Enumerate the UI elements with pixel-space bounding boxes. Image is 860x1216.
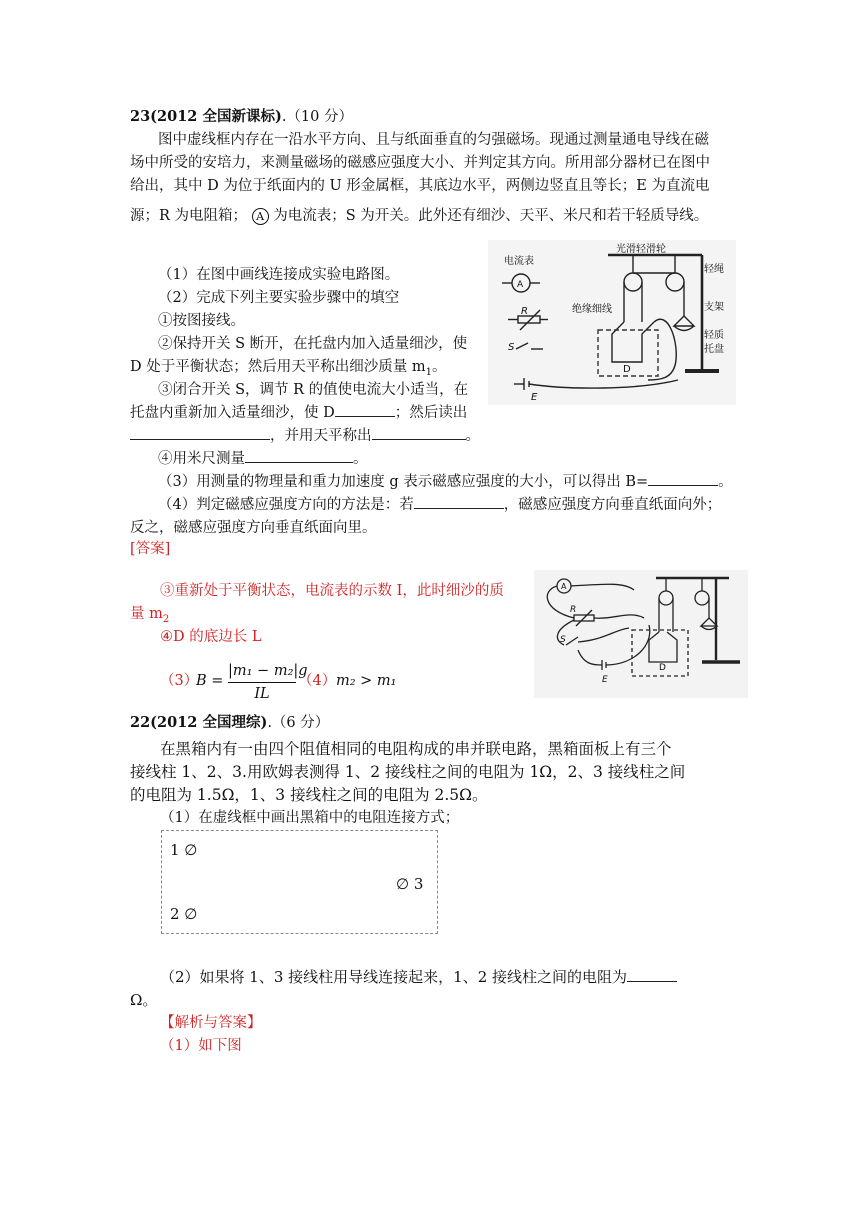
q23-step-2-2a: ②保持开关 S 断开，在托盘内加入适量细沙，使 (158, 336, 468, 352)
q23-title: 23(2012 全国新课标) (130, 108, 282, 125)
q23-step-2: （2）完成下列主要实验步骤中的填空 (158, 290, 400, 306)
q23-answer-figure (534, 570, 748, 698)
q23-step-4b: 反之，磁感应强度方向垂直纸面向里。 (130, 520, 377, 536)
formula-numerator: |m₁ − m₂|g (228, 660, 296, 683)
q23-step-2-3a: ③闭合开关 S，调节 R 的值使电流大小适当，在 (158, 382, 469, 398)
q23-intro-line-4b: 为电流表；S 为开关。此外还有细沙、天平、米尺和若干轻质导线。 (273, 208, 709, 224)
fig2-label-A: A (561, 582, 567, 591)
q23-step-4a-text: （4）判定磁感应强度方向的方法是：若 (158, 497, 414, 513)
blank-6[interactable] (414, 494, 504, 509)
q23-step-2-3b-tail: ；然后读出 (394, 405, 468, 421)
q23-step-2-3c: ，并用天平称出 。 (130, 425, 480, 447)
q23-step-2-1: ①按图接线。 (158, 313, 245, 329)
fig2-label-R: R (570, 605, 577, 615)
q22-intro-line-1: 在黑箱内有一由四个阻值相同的电阻构成的串并联电路，黑箱面板上有三个 (160, 740, 672, 758)
q23-answer-tag: [答案] (130, 541, 171, 557)
q22-part-1: （1）在虚线框中画出黑箱中的电阻连接方式； (160, 810, 460, 826)
terminal-3: ∅ 3 (396, 875, 424, 893)
q22-score: .（6 分） (267, 715, 330, 731)
q23-step-4a-tail: ，磁感应强度方向垂直纸面向外； (503, 497, 722, 513)
q22-part-2a (160, 966, 677, 988)
blank-5[interactable] (648, 471, 718, 486)
q23-intro-line-3: 给出，其中 D 为位于纸面内的 U 形金属框，其底边水平，两侧边竖直且等长；E 为直流电 (130, 178, 710, 194)
q23-intro-line-1: 图中虚线框内存在一沿水平方向、且与纸面垂直的匀强磁场。现通过测量通电导线在磁 (158, 132, 709, 148)
blank-7[interactable] (627, 967, 677, 982)
blank-2[interactable] (130, 425, 270, 440)
q23-answer-formula-label: （3） (160, 673, 199, 689)
formula-denominator: IL (254, 686, 270, 702)
q22-part-2b: Ω。 (130, 991, 158, 1009)
fig1-label-tray2: 托盘 (704, 344, 724, 355)
q23-step-2-4: ④用米尺测量 。 (158, 448, 368, 470)
fig1-label-tray1: 轻质 (704, 330, 724, 341)
q22-intro-line-3: 的电阻为 1.5Ω，1、3 接线柱之间的电阻为 2.5Ω。 (130, 786, 488, 804)
q23-step-2-2b: D 处于平衡状态；然后用天平称出细沙质量 $m_1$。 (130, 359, 447, 378)
formula-lhs: B = (196, 673, 224, 689)
q23-step-1: （1）在图中画线连接成实验电路图。 (158, 267, 400, 283)
q23-apparatus-figure (488, 240, 736, 405)
q23-intro-line-2: 场中所受的安培力，来测量磁场的磁感应强度大小、并判定其方向。所用部分器材已在图中 (130, 155, 710, 171)
q23-answer-3b-text: 量 m (130, 606, 163, 622)
q22-intro-line-2: 接线柱 1、2、3.用欧姆表测得 1、2 接线柱之间的电阻为 1Ω，2、3 接线柱之间 (130, 763, 686, 781)
fig1-label-E: E (531, 392, 538, 403)
q22-analysis-1: （1）如下图 (160, 1038, 242, 1054)
q23-answer-4: ④D 的底边长 L (160, 629, 262, 645)
q22-header (130, 712, 329, 734)
fig1-label-ammeter: 电流表 (504, 256, 534, 267)
terminal-2: 2 ∅ (170, 905, 198, 923)
q23-step-2-4-text: ④用米尺测量 (158, 451, 245, 467)
fig1-label-A: A (517, 280, 524, 290)
q23-intro-line-4a: 源；R 为电阻箱； (130, 208, 248, 224)
q23-step-3-text: （3）用测量的物理量和重力加速度 g 表示磁感应强度的大小，可以得出 B= (158, 474, 649, 490)
fig1-label-R: R (521, 306, 528, 317)
fig2-label-S: S (560, 635, 566, 645)
q23-step-4a (158, 494, 721, 516)
q23-answer-3b: 量 $m_2$ (130, 606, 170, 625)
q23-step-2-3b (130, 402, 467, 424)
q23-answer-3a: ③重新处于平衡状态，电流表的示数 I，此时细沙的质 (160, 583, 504, 599)
black-box-frame[interactable] (161, 830, 438, 934)
fig1-label-S: S (508, 342, 515, 353)
fig2-label-E: E (602, 675, 608, 685)
q23-header (130, 106, 353, 128)
q23-intro-line-4 (130, 205, 708, 227)
blank-1[interactable] (335, 402, 395, 417)
blank-3[interactable] (372, 425, 466, 440)
q23-step-2-3b-text: 托盘内重新加入适量细沙，使 D (130, 405, 335, 421)
terminal-1: 1 ∅ (170, 841, 198, 859)
fig1-label-stand: 支架 (704, 302, 724, 313)
q22-analysis-tag: 【解析与答案】 (160, 1015, 262, 1031)
q23-step-2-2b-text: D 处于平衡状态；然后用天平称出细沙质量 m (130, 359, 426, 375)
q23-score: .（10 分） (281, 109, 353, 125)
q23-step-2-3c-text: ，并用天平称出 (270, 428, 372, 444)
q23-answer-ineq-label: （4） (298, 673, 337, 689)
q23-step-3: （3）用测量的物理量和重力加速度 g 表示磁感应强度的大小，可以得出 B= 。 (158, 471, 733, 493)
fig2-label-D: D (659, 663, 666, 673)
blank-4[interactable] (245, 448, 353, 463)
fig1-label-D: D (623, 364, 631, 375)
fig1-label-wire: 绝缘细线 (572, 304, 612, 315)
q22-part-2a-text: （2）如果将 1、3 接线柱用导线连接起来，1、2 接线柱之间的电阻为 (160, 968, 628, 986)
ammeter-symbol: A (252, 208, 269, 225)
fig1-label-pulley: 光滑轻滑轮 (616, 244, 666, 255)
q22-title: 22(2012 全国理综) (130, 714, 268, 731)
fig1-label-rope: 轻绳 (704, 264, 724, 275)
formula-inequality: m₂ > m₁ (336, 673, 397, 689)
